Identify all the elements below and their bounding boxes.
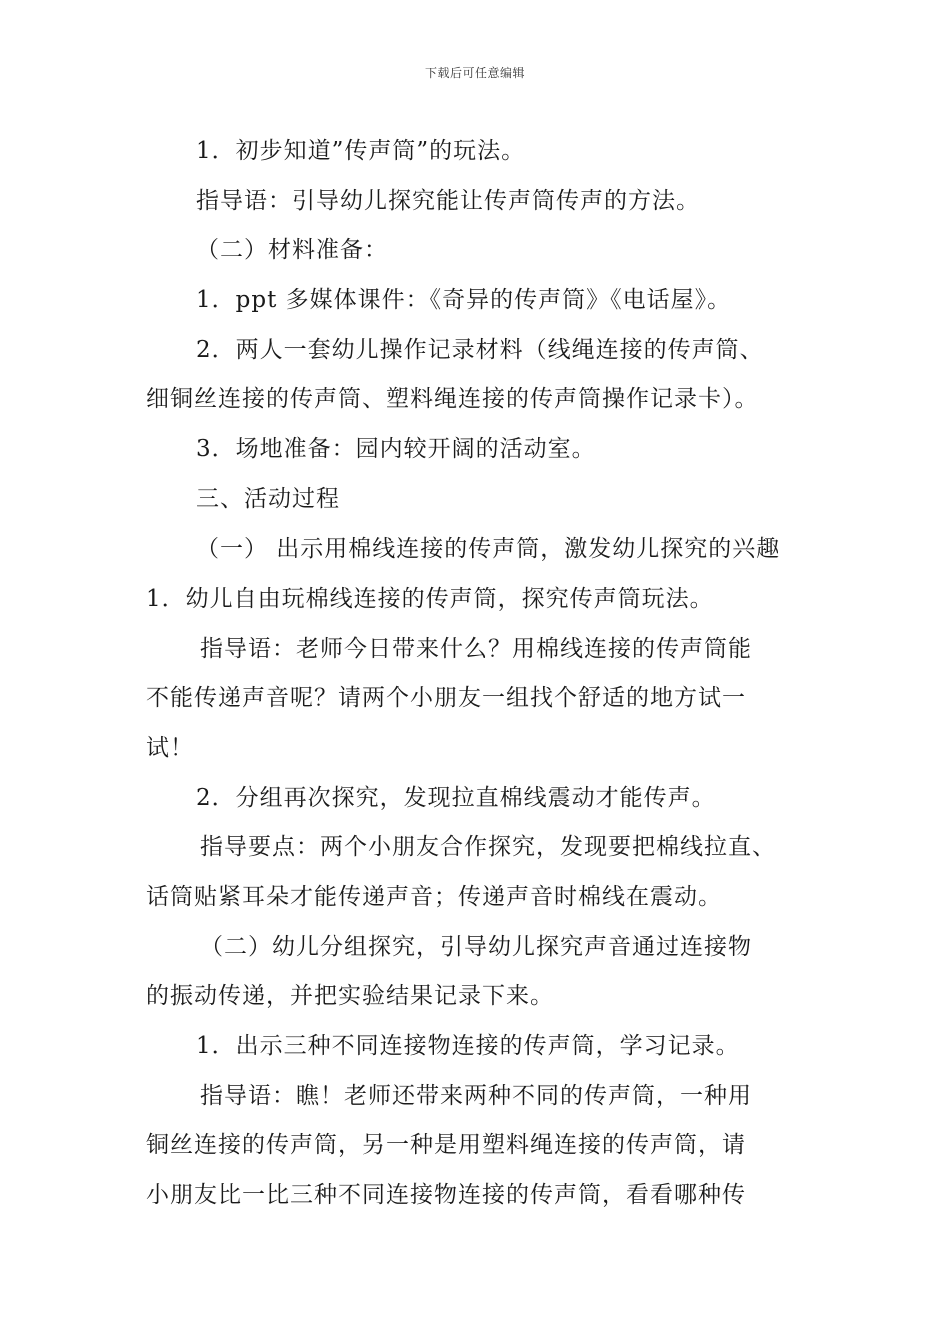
text-line: 1．出示三种不同连接物连接的传声筒，学习记录。 (196, 1033, 740, 1059)
text-line: 2．分组再次探究，发现拉直棉线震动才能传声。 (196, 785, 716, 811)
text-line: 指导语：老师今日带来什么？用棉线连接的传声筒能 (200, 636, 752, 662)
page-header: 下载后可任意编辑 (424, 66, 525, 80)
text-line: 1．初步知道”传声筒”的玩法。 (196, 138, 526, 164)
text-line: 指导语：引导幼儿探究能让传声筒传声的方法。 (196, 188, 700, 214)
text-line: 试！ (146, 735, 194, 761)
section-heading: （二）材料准备： (196, 237, 388, 263)
text-line: 细铜丝连接的传声筒、塑料绳连接的传声筒操作记录卡）。 (146, 386, 759, 412)
text-line: 小朋友比一比三种不同连接物连接的传声筒，看看哪种传 (146, 1182, 746, 1208)
text-line: 指导要点：两个小朋友合作探究，发现要把棉线拉直、 (200, 834, 776, 860)
text-line: 2．两人一套幼儿操作记录材料（线绳连接的传声筒、 (196, 337, 764, 363)
text-line: 铜丝连接的传声筒，另一种是用塑料绳连接的传声筒，请 (146, 1132, 746, 1158)
section-heading: （二）幼儿分组探究，引导幼儿探究声音通过连接物 (200, 934, 752, 960)
text-line: 话筒贴紧耳朵才能传递声音；传递声音时棉线在震动。 (146, 884, 722, 910)
text-line: 的振动传递，并把实验结果记录下来。 (146, 983, 554, 1009)
text-line: 1．幼儿自由玩棉线连接的传声筒，探究传声筒玩法。 (146, 586, 714, 612)
text-line: 不能传递声音呢？请两个小朋友一组找个舒适的地方试一 (146, 685, 746, 711)
section-heading: （一） 出示用棉线连接的传声筒，激发幼儿探究的兴趣 (196, 536, 781, 562)
text-line: 指导语：瞧！老师还带来两种不同的传声筒，一种用 (200, 1083, 752, 1109)
text-line: 1．ppt 多媒体课件：《奇异的传声筒》《电话屋》。 (196, 287, 732, 313)
text-line: 3．场地准备：园内较开阔的活动室。 (196, 436, 596, 462)
section-heading: 三、活动过程 (196, 486, 340, 512)
